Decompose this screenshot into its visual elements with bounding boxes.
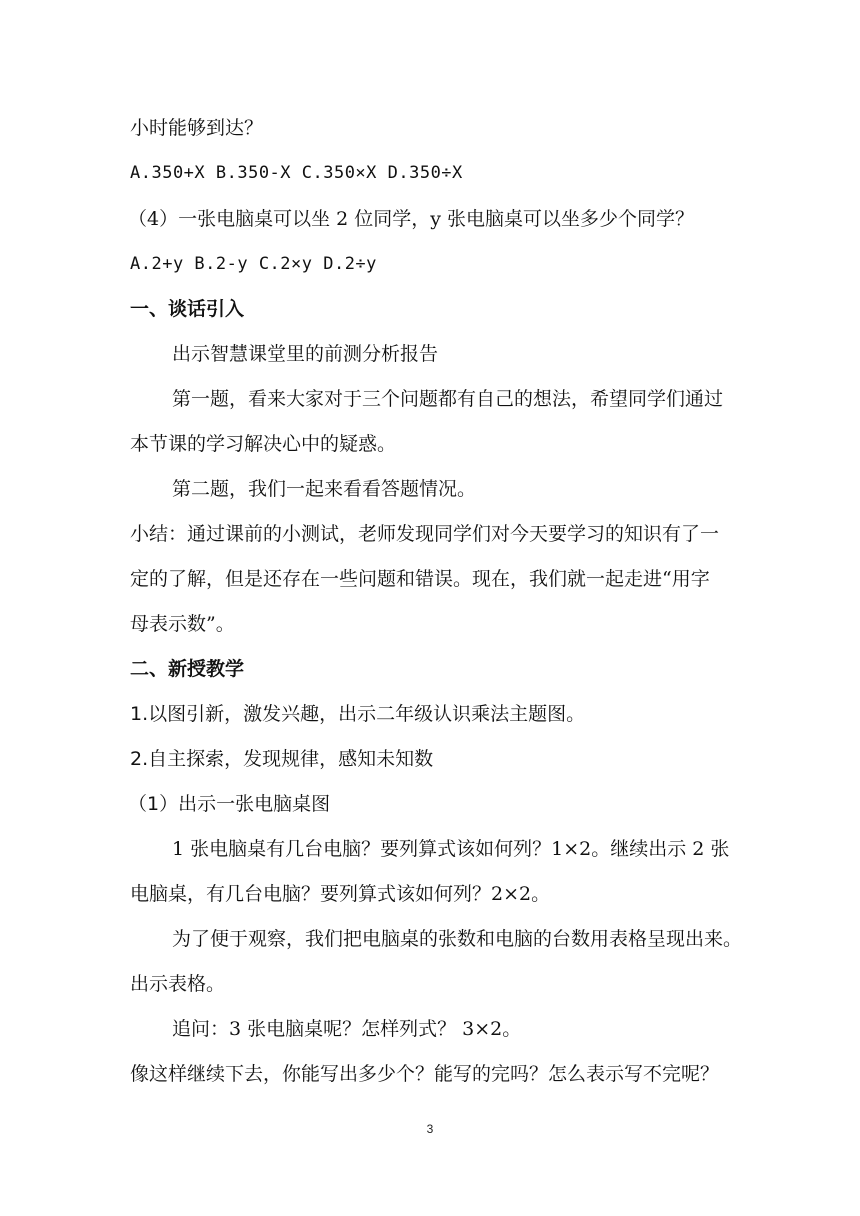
choice-line: A.350+X B.350-X C.350×X D.350÷X (130, 163, 463, 183)
question-line: （4）一张电脑桌可以坐 2 位同学，y 张电脑桌可以坐多少个同学？ (128, 208, 695, 230)
text-line: 出示表格。 (130, 973, 226, 995)
text-line: 像这样继续下去，你能写出多少个？能写的完吗？怎么表示写不完呢？ (130, 1063, 720, 1085)
text-line: 小时能够到达？ (130, 117, 264, 139)
text-line: 1.以图引新，激发兴趣，出示二年级认识乘法主题图。 (130, 703, 586, 725)
text-line: 为了便于观察，我们把电脑桌的张数和电脑的台数用表格呈现出来。 (172, 928, 743, 950)
text-line: 1 张电脑桌有几台电脑？要列算式该如何列？1×2。继续出示 2 张 (172, 838, 730, 860)
text-line: 追问：3 张电脑桌呢？怎样列式？ 3×2。 (172, 1018, 522, 1040)
text-line: 小结：通过课前的小测试，老师发现同学们对今天要学习的知识有了一 (130, 523, 720, 545)
text-line: 定的了解，但是还存在一些问题和错误。现在，我们就一起走进“用字 (130, 568, 710, 590)
text-line: 出示智慧课堂里的前测分析报告 (172, 343, 439, 365)
choice-line: A.2+y B.2-y C.2×y D.2÷y (130, 254, 377, 274)
text-line: （1）出示一张电脑桌图 (128, 793, 331, 815)
text-line: 2.自主探索，发现规律，感知未知数 (130, 748, 434, 770)
section-heading: 一、谈话引入 (130, 298, 245, 320)
section-heading: 二、新授教学 (130, 658, 245, 680)
text-line: 电脑桌，有几台电脑？要列算式该如何列？2×2。 (130, 883, 551, 905)
page-number: 3 (426, 1122, 434, 1136)
text-line: 第一题，看来大家对于三个问题都有自己的想法，希望同学们通过 (172, 388, 724, 410)
text-line: 母表示数”。 (130, 613, 235, 635)
text-line: 本节课的学习解决心中的疑惑。 (130, 433, 397, 455)
text-line: 第二题，我们一起来看看答题情况。 (172, 478, 477, 500)
